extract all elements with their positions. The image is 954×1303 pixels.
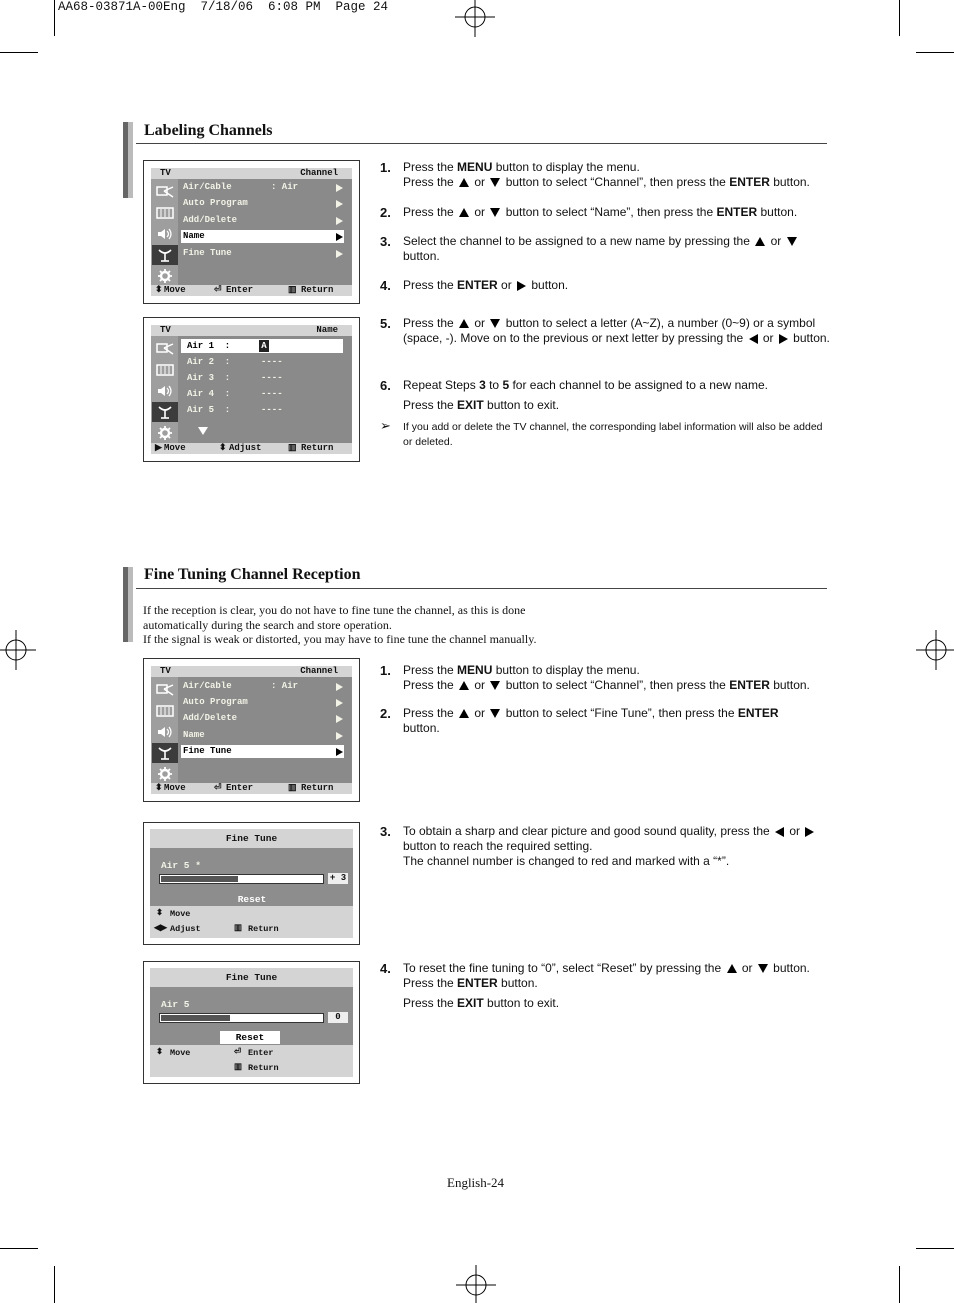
page-number: English-24 bbox=[447, 1175, 505, 1190]
section-bar bbox=[123, 567, 133, 642]
speaker-icon bbox=[152, 722, 178, 742]
intro-paragraph: If the reception is clear, you do not have to fine tune the channel, as this is done automatically during the search and store operation. If the signal is weak or distorted, you may have to fine tune the channel manually. bbox=[143, 603, 537, 646]
picture-icon bbox=[152, 182, 178, 202]
fine-tune-slider-fill bbox=[161, 876, 238, 882]
menu-item-auto-program[interactable]: Auto Program bbox=[181, 197, 344, 210]
name-row-air-3[interactable]: Air 3 : ---- bbox=[187, 373, 283, 383]
antenna-icon bbox=[152, 402, 178, 422]
reset-button[interactable]: Reset bbox=[220, 1031, 280, 1044]
name-row-air-2[interactable]: Air 2 : ---- bbox=[187, 357, 283, 367]
menu-item-add-delete[interactable]: Add/Delete bbox=[181, 712, 344, 725]
crop-mark bbox=[899, 1266, 900, 1303]
osd-title-right: Channel bbox=[300, 168, 338, 178]
osd-channel-menu bbox=[143, 658, 360, 802]
enter-icon: ⏎ bbox=[234, 1047, 242, 1057]
move-updown-icon: ⬍ bbox=[155, 285, 163, 295]
scroll-down-icon[interactable] bbox=[198, 427, 208, 435]
return-icon: ▥ bbox=[288, 285, 297, 295]
return-icon: ▥ bbox=[234, 1062, 243, 1072]
arrow-right-icon bbox=[336, 748, 343, 756]
name-row-air-4[interactable]: Air 4 : ---- bbox=[187, 389, 283, 399]
crop-mark bbox=[0, 1248, 38, 1249]
speaker-icon bbox=[152, 224, 178, 244]
osd-footer: ▶ Move ⬍ Adjust ▥ Return bbox=[151, 443, 352, 454]
crop-mark bbox=[916, 52, 954, 53]
fine-tune-title: Fine Tune bbox=[150, 829, 353, 848]
fine-tune-value: 0 bbox=[328, 1012, 348, 1023]
osd-icon-column bbox=[151, 179, 178, 285]
arrow-right-icon bbox=[336, 715, 343, 723]
osd-channel-menu bbox=[143, 160, 360, 304]
move-right-icon: ▶ bbox=[155, 443, 162, 453]
return-icon: ▥ bbox=[288, 783, 297, 793]
arrow-right-icon bbox=[336, 200, 343, 208]
speaker-icon bbox=[152, 381, 178, 401]
name-row-air-1[interactable]: Air 1 : A bbox=[181, 339, 343, 353]
osd-title-right: Name bbox=[316, 325, 338, 335]
osd-footer: ⬍ Move ⏎ Enter ▥ Return bbox=[150, 1045, 353, 1077]
registration-mark-icon bbox=[0, 630, 36, 670]
osd-fine-tune-adjust bbox=[143, 822, 360, 945]
osd-fine-tune-reset bbox=[143, 961, 360, 1084]
osd-icon-column bbox=[151, 336, 178, 443]
section-title: Labeling Channels bbox=[144, 122, 273, 139]
osd-title-left: TV bbox=[160, 168, 171, 178]
osd-title-left: TV bbox=[160, 325, 171, 335]
fine-tune-title: Fine Tune bbox=[150, 968, 353, 987]
name-row-air-5[interactable]: Air 5 : ---- bbox=[187, 405, 283, 415]
section-bar bbox=[123, 122, 133, 198]
arrow-right-icon bbox=[336, 184, 343, 192]
menu-item-air-cable[interactable]: Air/Cable : Air bbox=[181, 181, 344, 194]
move-updown-icon: ⬍ bbox=[156, 908, 164, 918]
return-icon: ▥ bbox=[234, 923, 243, 933]
crop-mark bbox=[899, 0, 900, 36]
arrow-right-icon bbox=[336, 699, 343, 707]
adjust-leftright-icon: ◀▶ bbox=[154, 923, 168, 933]
setup-gear-icon bbox=[152, 266, 178, 286]
menu-item-air-cable[interactable]: Air/Cable : Air bbox=[181, 680, 344, 693]
section-rule bbox=[136, 588, 827, 589]
section-rule bbox=[136, 143, 827, 144]
osd-icon-column bbox=[151, 677, 178, 783]
menu-item-fine-tune[interactable]: Fine Tune bbox=[181, 745, 344, 758]
arrow-right-icon bbox=[336, 233, 343, 241]
menu-item-name[interactable]: Name bbox=[181, 230, 344, 243]
arrow-right-icon bbox=[336, 683, 343, 691]
fine-tune-channel: Air 5 bbox=[161, 999, 190, 1010]
arrow-right-icon bbox=[336, 217, 343, 225]
picture-icon bbox=[152, 680, 178, 700]
menu-item-add-delete[interactable]: Add/Delete bbox=[181, 214, 344, 227]
adjust-updown-icon: ⬍ bbox=[219, 443, 227, 453]
section-title: Fine Tuning Channel Reception bbox=[144, 566, 361, 583]
fine-tune-slider-fill bbox=[161, 1015, 230, 1021]
registration-mark-icon bbox=[456, 1265, 496, 1303]
sound-icon bbox=[152, 701, 178, 721]
crop-mark bbox=[54, 0, 55, 36]
crop-mark bbox=[916, 1248, 954, 1249]
crop-mark bbox=[54, 1266, 55, 1303]
registration-mark-icon bbox=[916, 630, 954, 670]
sound-icon bbox=[152, 203, 178, 223]
antenna-icon bbox=[152, 245, 178, 265]
reset-button[interactable]: Reset bbox=[237, 894, 267, 905]
menu-item-fine-tune[interactable]: Fine Tune bbox=[181, 247, 344, 260]
fine-tune-slider[interactable] bbox=[159, 874, 324, 884]
crop-mark bbox=[0, 52, 38, 53]
osd-footer: ⬍ Move ⏎ Enter ▥ Return bbox=[151, 783, 352, 794]
letter-cursor[interactable]: A bbox=[259, 340, 269, 352]
enter-icon: ⏎ bbox=[214, 783, 222, 793]
move-updown-icon: ⬍ bbox=[156, 1047, 164, 1057]
osd-title-right: Channel bbox=[300, 666, 338, 676]
fine-tune-channel: Air 5 * bbox=[161, 860, 201, 871]
print-header: AA68-03871A-00Eng 7/18/06 6:08 PM Page 24 bbox=[58, 0, 389, 14]
setup-gear-icon bbox=[152, 764, 178, 784]
menu-item-name[interactable]: Name bbox=[181, 729, 344, 742]
menu-item-auto-program[interactable]: Auto Program bbox=[181, 696, 344, 709]
osd-footer: ⬍ Move ◀▶ Adjust ▥ Return bbox=[150, 906, 353, 938]
enter-icon: ⏎ bbox=[214, 285, 222, 295]
arrow-right-icon bbox=[336, 250, 343, 258]
antenna-icon bbox=[152, 743, 178, 763]
sound-icon bbox=[152, 360, 178, 380]
return-icon: ▥ bbox=[288, 443, 297, 453]
picture-icon bbox=[152, 339, 178, 359]
setup-gear-icon bbox=[152, 423, 178, 443]
registration-mark-icon bbox=[455, 0, 495, 37]
osd-title-left: TV bbox=[160, 666, 171, 676]
osd-footer: ⬍ Move ⏎ Enter ▥ Return bbox=[151, 285, 352, 296]
osd-name-menu bbox=[143, 317, 360, 462]
fine-tune-slider[interactable] bbox=[159, 1013, 324, 1023]
fine-tune-value: + 3 bbox=[329, 873, 347, 883]
move-updown-icon: ⬍ bbox=[155, 783, 163, 793]
arrow-right-icon bbox=[336, 732, 343, 740]
